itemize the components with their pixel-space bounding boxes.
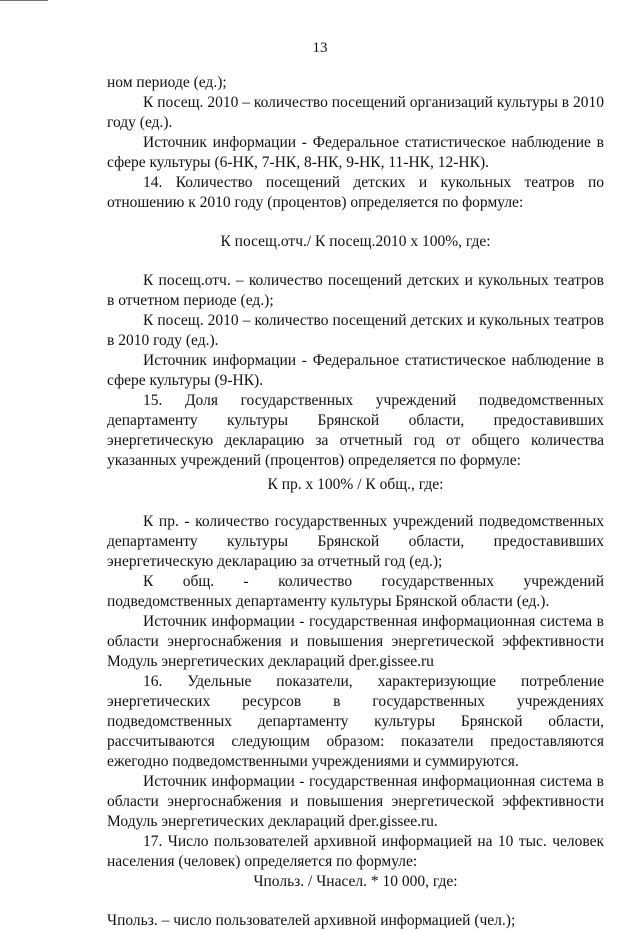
definition-k-obsch: К общ. - количество государственных учреждений подведомственных департаменту культуры Брянской области (ед.). xyxy=(107,573,604,610)
definition-k-posesch-2010: К посещ. 2010 – количество посещений организаций культуры в 2010 году (ед.). xyxy=(107,94,604,131)
source-note-2: Источник информации - Федеральное статистическое наблюдение в сфере культуры (9-НК). xyxy=(107,352,604,389)
item-17: 17. Число пользователей архивной информацией на 10 тыс. человек населения (человек) определяется по формуле: xyxy=(107,833,604,870)
paragraph-continuation: ном периоде (ед.); xyxy=(107,74,227,91)
formula-15: К пр. х 100% / К общ., где: xyxy=(267,476,444,493)
page-number: 13 xyxy=(312,40,328,56)
formula-14: К посещ.отч./ К посещ.2010 х 100%, где: xyxy=(220,233,491,250)
top-rule xyxy=(0,0,48,1)
formula-17: Чпольз. / Чнасел. * 10 000, где: xyxy=(253,873,458,890)
definition-k-posesch-2010-theatres: К посещ. 2010 – количество посещений детских и кукольных театров в 2010 году (ед.). xyxy=(107,312,604,349)
item-16: 16. Удельные показатели, характеризующие потребление энергетических ресурсов в государственных учреждениях подведомственных департаменту культуры Брянской области, рассчитываются следующим образом: показатели предоставляются ежегодно подведомственными учреждениями и суммируются. xyxy=(107,673,604,770)
source-note-3: Источник информации - государственная информационная система в области энергоснабжения и повышения энергетической эффективности Модуль энергетических деклараций dper.gissee.ru xyxy=(107,613,604,670)
document-body xyxy=(107,73,604,931)
source-note-4: Источник информации - государственная информационная система в области энергоснабжения и повышения энергетической эффективности Модуль энергетических деклараций dper.gissee.ru. xyxy=(107,773,604,830)
item-15: 15. Доля государственных учреждений подведомственных департаменту культуры Брянской области, предоставивших энергетическую декларацию за отчетный год от общего количества указанных учреждений (процентов) определяется по формуле: xyxy=(107,392,604,469)
definition-chpolz: Чпольз. – число пользователей архивной информацией (чел.); xyxy=(107,912,516,929)
source-note-1: Источник информации - Федеральное статистическое наблюдение в сфере культуры (6-НК, 7-НК, 8-НК, 9-НК, 11-НК, 12-НК). xyxy=(107,134,604,171)
definition-k-pr: К пр. - количество государственных учреждений подведомственных департаменту культуры Брянской области, предоставивших энергетическую декларацию за отчетный год (ед.); xyxy=(107,513,604,570)
definition-k-posesch-otch: К посещ.отч. – количество посещений детских и кукольных театров в отчетном периоде (ед.); xyxy=(107,272,604,309)
item-14: 14. Количество посещений детских и кукольных театров по отношению к 2010 году (процентов) определяется по формуле: xyxy=(107,174,604,211)
